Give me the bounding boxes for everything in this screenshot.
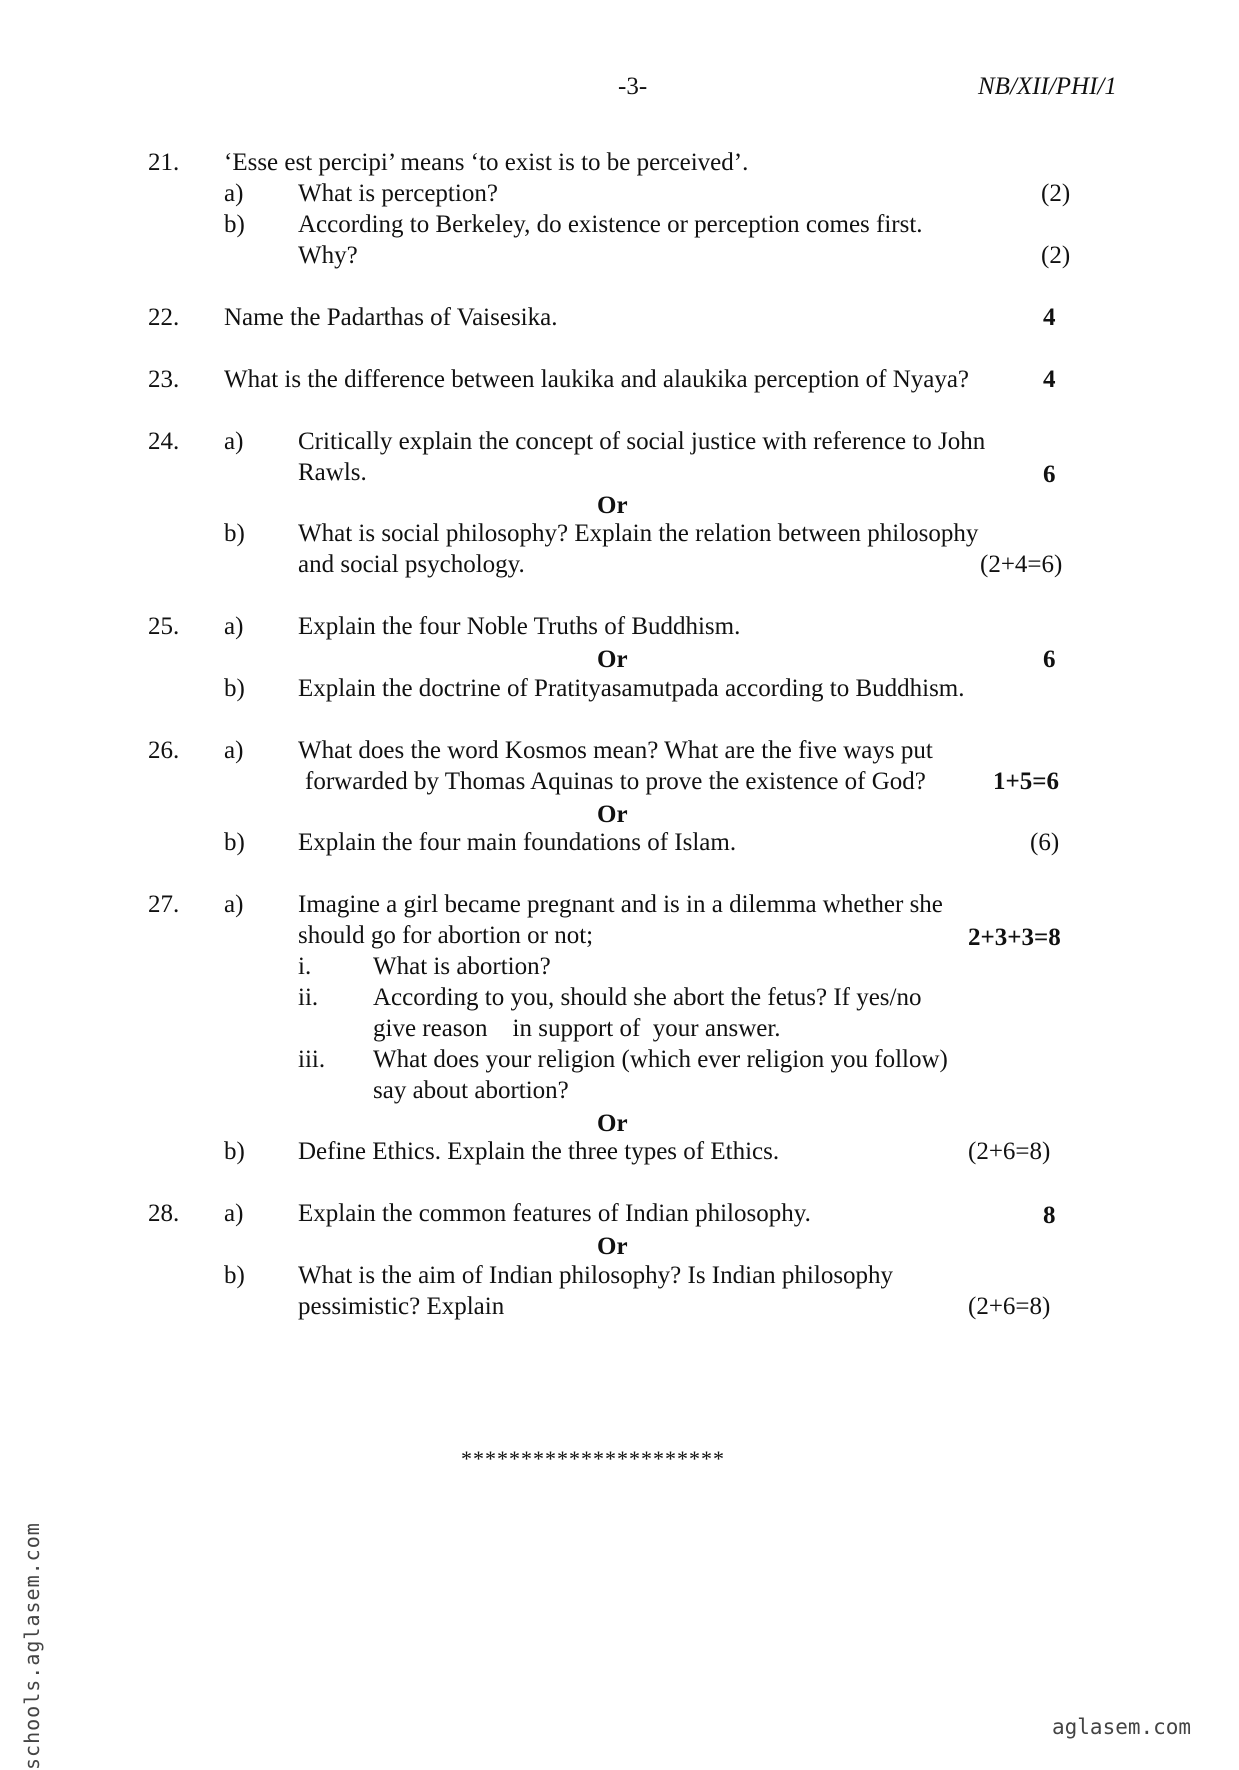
q21-number: 21.	[148, 149, 180, 176]
watermark-bottom: aglasem.com	[1052, 1715, 1192, 1739]
q21-text: ‘Esse est percipi’ means ‘to exist is to be perceived’.	[224, 149, 749, 176]
q27-i-label: i.	[298, 953, 312, 980]
q27-b-label: b)	[224, 1138, 245, 1165]
q27-a-line2: should go for abortion or not;	[298, 922, 594, 949]
q22-marks: 4	[1043, 304, 1056, 331]
q28-b-marks: (2+6=8)	[968, 1293, 1051, 1320]
paper-code: NB/XII/PHI/1	[978, 73, 1117, 100]
q26-number: 26.	[148, 737, 180, 764]
q26-b-label: b)	[224, 829, 245, 856]
q28-b-line1: What is the aim of Indian philosophy? Is Indian philosophy	[298, 1262, 894, 1289]
q21-a-marks: (2)	[1041, 180, 1071, 207]
q27-a-label: a)	[224, 891, 244, 918]
q28-b-label: b)	[224, 1262, 245, 1289]
q26-b-marks: (6)	[1030, 829, 1060, 856]
q25-b-label: b)	[224, 675, 245, 702]
q26-or: Or	[597, 801, 628, 828]
q25-marks: 6	[1043, 646, 1056, 673]
q28-a-text: Explain the common features of Indian philosophy.	[298, 1200, 811, 1227]
q27-iii-line1: What does your religion (which ever religion you follow)	[373, 1046, 948, 1073]
q24-b-marks: (2+4=6)	[980, 551, 1063, 578]
q24-or: Or	[597, 492, 628, 519]
q27-iii-line2: say about abortion?	[373, 1077, 569, 1104]
q28-a-marks: 8	[1043, 1202, 1056, 1229]
q27-number: 27.	[148, 891, 180, 918]
q28-or: Or	[597, 1233, 628, 1260]
q23-text: What is the difference between laukika and alaukika perception of Nyaya?	[224, 366, 970, 393]
q25-a-text: Explain the four Noble Truths of Buddhism.	[298, 613, 741, 640]
q28-b-line2: pessimistic? Explain	[298, 1293, 505, 1320]
q21-b-label: b)	[224, 211, 245, 238]
q21-b-marks: (2)	[1041, 242, 1071, 269]
q27-ii-line1: According to you, should she abort the fetus? If yes/no	[373, 984, 922, 1011]
q27-i-text: What is abortion?	[373, 953, 551, 980]
q24-number: 24.	[148, 428, 180, 455]
q27-a-line1: Imagine a girl became pregnant and is in a dilemma whether she	[298, 891, 943, 918]
q24-a-marks: 6	[1043, 461, 1056, 488]
q23-number: 23.	[148, 366, 180, 393]
page-number: -3-	[618, 73, 648, 100]
q21-b-line1: According to Berkeley, do existence or perception comes first.	[298, 211, 923, 238]
q27-or: Or	[597, 1110, 628, 1137]
q22-text: Name the Padarthas of Vaisesika.	[224, 304, 558, 331]
q21-a-label: a)	[224, 180, 244, 207]
q24-b-label: b)	[224, 520, 245, 547]
q21-b-line2: Why?	[298, 242, 358, 269]
q26-b-text: Explain the four main foundations of Islam.	[298, 829, 737, 856]
q27-b-text: Define Ethics. Explain the three types of Ethics.	[298, 1138, 780, 1165]
q26-a-line1: What does the word Kosmos mean? What are the five ways put	[298, 737, 933, 764]
q28-a-label: a)	[224, 1200, 244, 1227]
q23-marks: 4	[1043, 366, 1056, 393]
q26-a-line2: forwarded by Thomas Aquinas to prove the existence of God?	[305, 768, 926, 795]
q24-b-line2: and social psychology.	[298, 551, 525, 578]
q27-ii-line2: give reason in support of your answer.	[373, 1015, 781, 1042]
q25-a-label: a)	[224, 613, 244, 640]
q28-number: 28.	[148, 1200, 180, 1227]
q21-a-text: What is perception?	[298, 180, 498, 207]
q27-iii-label: iii.	[298, 1046, 326, 1073]
q27-a-marks: 2+3+3=8	[968, 924, 1061, 951]
watermark-side: schools.aglasem.com	[20, 1522, 44, 1770]
end-stars: **********************	[461, 1446, 725, 1471]
q27-ii-label: ii.	[298, 984, 319, 1011]
q24-a-line2: Rawls.	[298, 459, 367, 486]
q25-number: 25.	[148, 613, 180, 640]
q24-b-line1: What is social philosophy? Explain the relation between philosophy	[298, 520, 979, 547]
q25-or: Or	[597, 646, 628, 673]
q25-b-text: Explain the doctrine of Pratityasamutpada according to Buddhism.	[298, 675, 965, 702]
q24-a-label: a)	[224, 428, 244, 455]
q22-number: 22.	[148, 304, 180, 331]
q24-a-line1: Critically explain the concept of social justice with reference to John	[298, 428, 986, 455]
q26-a-label: a)	[224, 737, 244, 764]
q26-a-marks: 1+5=6	[993, 768, 1059, 795]
q27-b-marks: (2+6=8)	[968, 1138, 1051, 1165]
